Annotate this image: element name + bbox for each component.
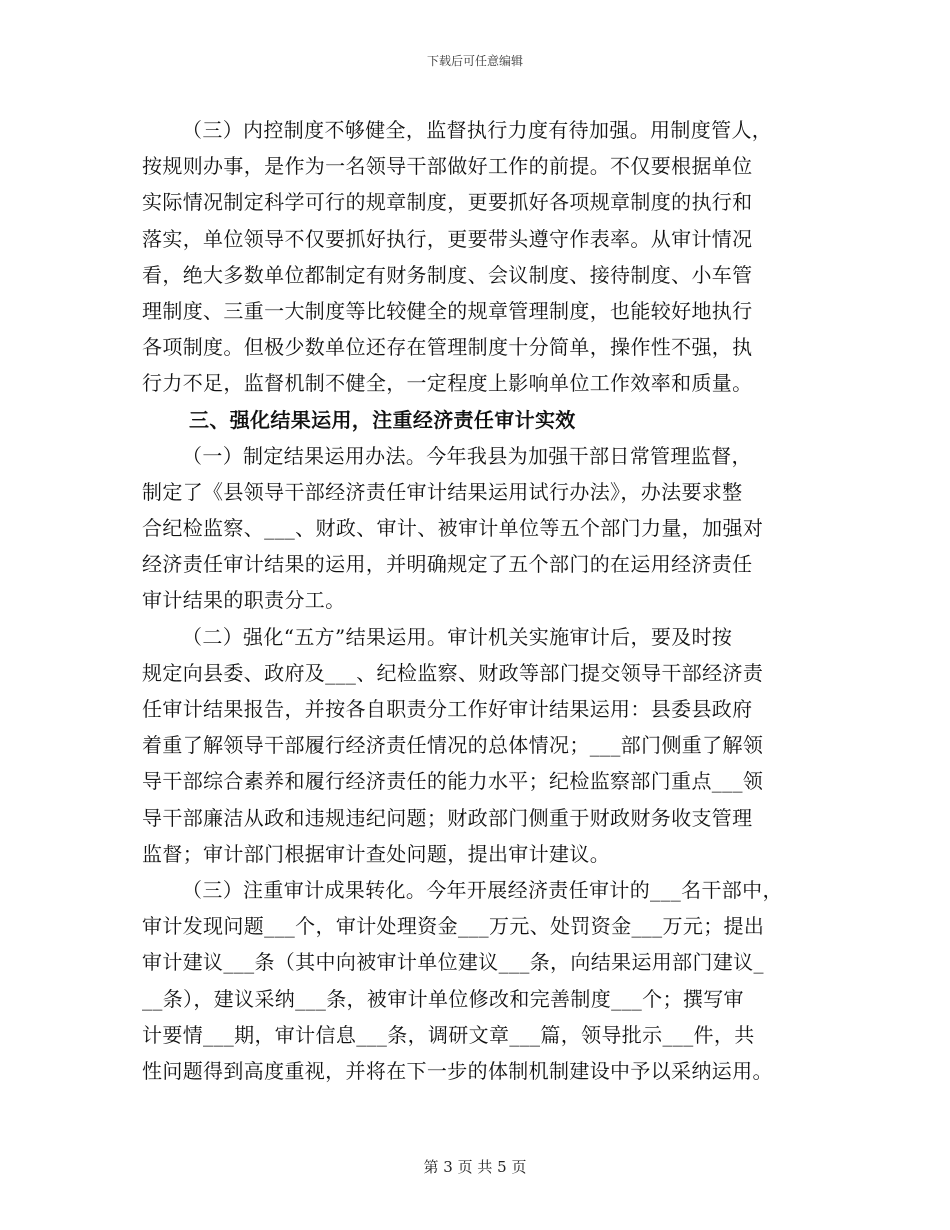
paragraph-line: 各项制度。但极少数单位还存在管理制度十分简单，操作性不强，执 [142,335,753,360]
page-header: 下载后可任意编辑 [426,54,523,68]
paragraph-line: 行力不足，监督机制不健全，一定程度上影响单位工作效率和质量。 [142,371,753,396]
paragraph-line: （二）强化“五方”结果运用。审计机关实施审计后，要及时按 [182,624,733,649]
paragraph-line: 审计结果的职责分工。 [142,588,346,613]
section-heading: 三、强化结果运用，注重经济责任审计实效 [189,407,576,432]
document-body [142,112,810,1089]
paragraph-line: （一）制定结果运用办法。今年我县为加强干部日常管理监督， [182,443,752,468]
paragraph-line: 实际情况制定科学可行的规章制度，更要抓好各项规章制度的执行和 [142,190,753,215]
paragraph-line: 任审计结果报告，并按各自职责分工作好审计结果运用：县委县政府 [142,697,753,721]
paragraph-line: 按规则办事，是作为一名领导干部做好工作的前提。不仅要根据单位 [142,154,753,179]
paragraph-line: 计要情___期，审计信息___条，调研文章___篇，领导批示___件，共 [142,1022,755,1047]
paragraph-line: （三）注重审计成果转化。今年开展经济责任审计的___名干部中， [182,877,783,902]
page-number: 第 3 页 共 5 页 [423,1158,527,1176]
paragraph-line: 规定向县委、政府及___、纪检监察、财政等部门提交领导干部经济责 [142,660,764,685]
paragraph-line: 审计发现问题___个，审计处理资金___万元、处罚资金___万元；提出 [142,914,765,939]
paragraph-line: 制定了《县领导干部经济责任审计结果运用试行办法》，办法要求整 [142,479,743,504]
paragraph-line: 导干部综合素养和履行经济责任的能力水平；纪检监察部门重点___领 [142,769,764,794]
paragraph-line: 看，绝大多数单位都制定有财务制度、会议制度、接待制度、小车管 [142,262,753,287]
paragraph-line: __条），建议采纳___条，被审计单位修改和完善制度___个；撰写审 [142,986,744,1011]
paragraph-line: 合纪检监察、___、财政、审计、被审计单位等五个部门力量，加强对 [142,516,764,541]
paragraph-line: 着重了解领导干部履行经济责任情况的总体情况；___部门侧重了解领 [142,733,764,758]
paragraph-line: 落实，单位领导不仅要抓好执行，更要带头遵守作表率。从审计情况 [142,226,753,251]
paragraph-line: 理制度、三重一大制度等比较健全的规章管理制度，也能较好地执行 [142,298,753,323]
paragraph-line: 性问题得到高度重视，并将在下一步的体制机制建设中予以采纳运用。 [142,1058,773,1083]
paragraph-line: 监督；审计部门根据审计查处问题，提出审计建议。 [142,841,611,866]
paragraph-line: 经济责任审计结果的运用，并明确规定了五个部门的在运用经济责任 [142,552,753,577]
paragraph-line: 导干部廉洁从政和违规违纪问题；财政部门侧重于财政财务收支管理 [142,805,753,830]
paragraph-line: 审计建议___条（其中向被审计单位建议___条，向结果运用部门建议_ [142,950,764,975]
paragraph-line: （三）内控制度不够健全，监督执行力度有待加强。用制度管人， [182,118,773,142]
